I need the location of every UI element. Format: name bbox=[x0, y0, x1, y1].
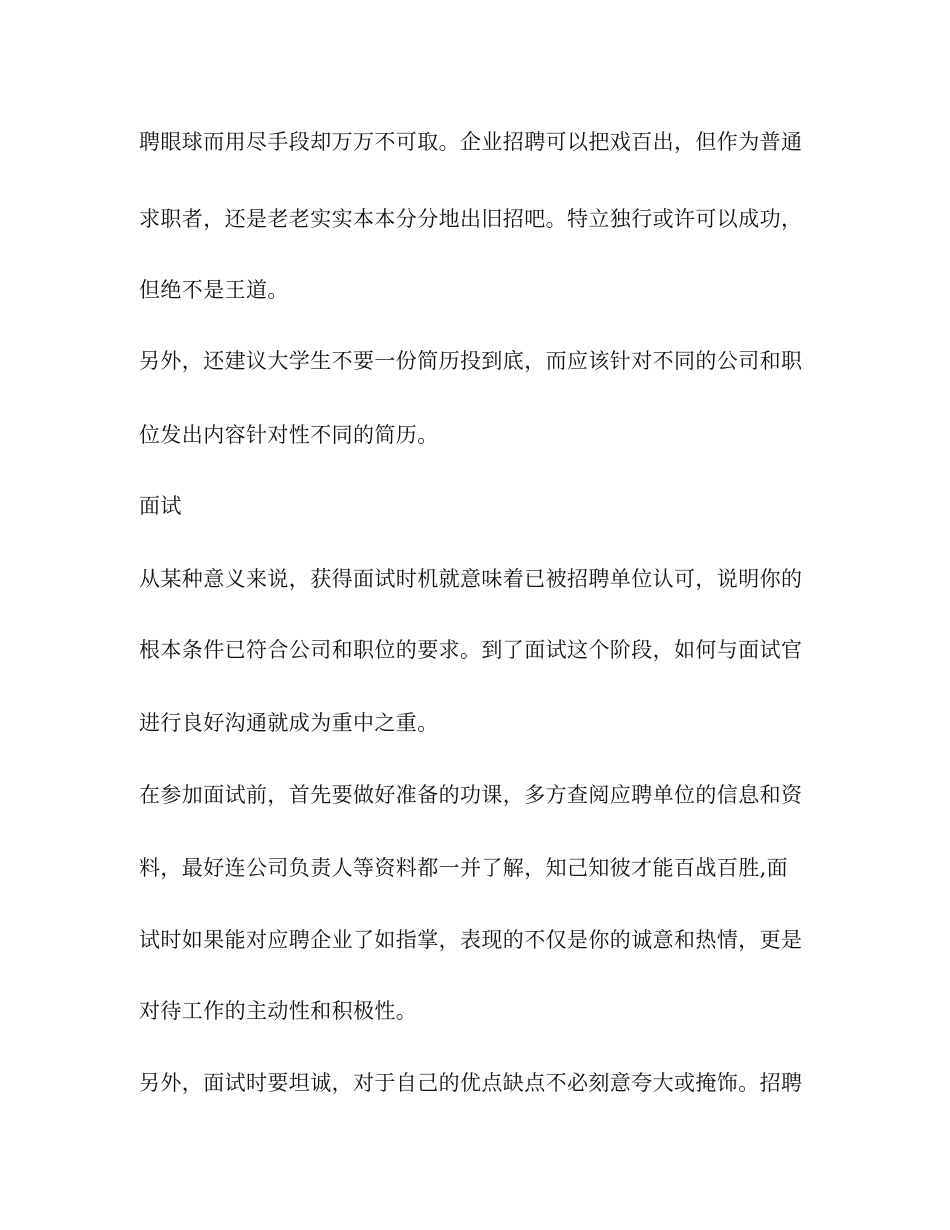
paragraph-1-line-1: 聘眼球而用尽手段却万万不可取。企业招聘可以把戏百出，但作为普通 bbox=[139, 130, 803, 154]
paragraph-5-line-4: 对待工作的主动性和积极性。 bbox=[139, 999, 418, 1023]
paragraph-2-line-1: 另外，还建议大学生不要一份简历投到底，而应该针对不同的公司和职 bbox=[139, 349, 803, 373]
paragraph-1-line-3: 但绝不是王道。 bbox=[139, 278, 289, 302]
paragraph-2-line-2: 位发出内容针对性不同的简历。 bbox=[139, 423, 439, 447]
paragraph-6-line-1: 另外，面试时要坦诚，对于自己的优点缺点不必刻意夸大或掩饰。招聘 bbox=[139, 1071, 803, 1095]
paragraph-5-line-1: 在参加面试前，首先要做好准备的功课，多方查阅应聘单位的信息和资 bbox=[139, 783, 803, 807]
paragraph-4-line-1: 从某种意义来说，获得面试时机就意味着已被招聘单位认可，说明你的 bbox=[139, 567, 803, 591]
paragraph-1-line-2: 求职者，还是老老实实本本分分地出旧招吧。特立独行或许可以成功， bbox=[139, 207, 803, 231]
paragraph-5-line-3: 试时如果能对应聘企业了如指掌，表现的不仅是你的诚意和热情，更是 bbox=[139, 928, 803, 952]
paragraph-4-line-3: 进行良好沟通就成为重中之重。 bbox=[139, 711, 439, 735]
paragraph-5-line-2: 料，最好连公司负责人等资料都一并了解，知己知彼才能百战百胜,面 bbox=[139, 856, 789, 880]
paragraph-4-line-2: 根本条件已符合公司和职位的要求。到了面试这个阶段，如何与面试官 bbox=[139, 638, 803, 662]
section-heading-interview: 面试 bbox=[139, 494, 182, 518]
